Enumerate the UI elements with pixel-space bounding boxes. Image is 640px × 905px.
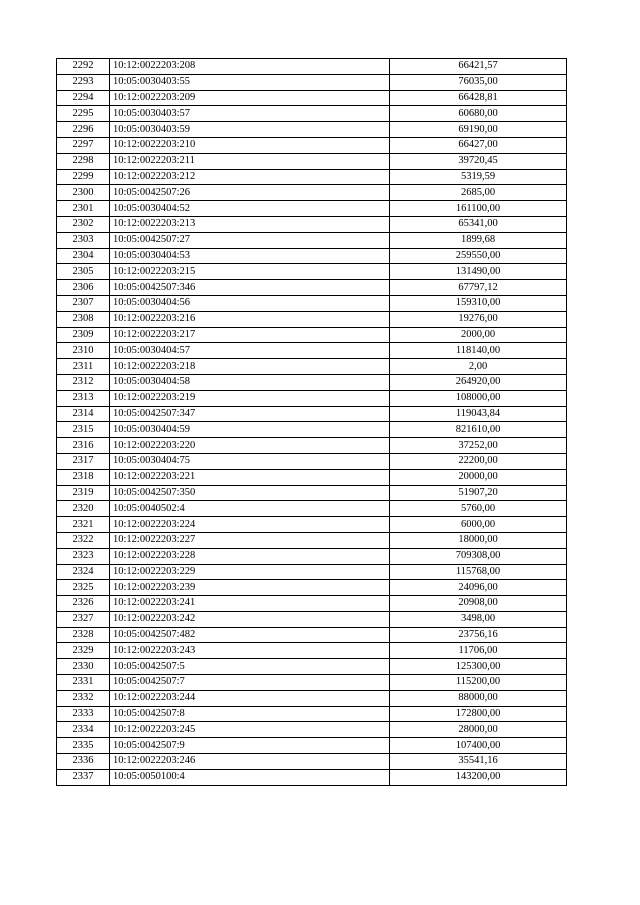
cadastral-number: 10:05:0042507:5	[110, 659, 390, 675]
row-number: 2315	[57, 422, 110, 438]
table-row	[57, 769, 567, 785]
table-row	[57, 280, 567, 296]
table-row	[57, 422, 567, 438]
cadastral-number: 10:12:0022203:229	[110, 564, 390, 580]
table-row	[57, 406, 567, 422]
row-number: 2305	[57, 264, 110, 280]
amount-value: 19276,00	[390, 311, 567, 327]
table-row	[57, 643, 567, 659]
amount-value: 22200,00	[390, 453, 567, 469]
row-number: 2329	[57, 643, 110, 659]
amount-value: 69190,00	[390, 122, 567, 138]
row-number: 2326	[57, 596, 110, 612]
table-row	[57, 722, 567, 738]
amount-value: 66421,57	[390, 59, 567, 75]
row-number: 2324	[57, 564, 110, 580]
cadastral-number: 10:05:0042507:7	[110, 675, 390, 691]
table-row	[57, 517, 567, 533]
amount-value: 60680,00	[390, 106, 567, 122]
cadastral-number: 10:12:0022203:228	[110, 548, 390, 564]
row-number: 2320	[57, 501, 110, 517]
amount-value: 115200,00	[390, 675, 567, 691]
table-body	[57, 59, 567, 786]
cadastral-number: 10:12:0022203:212	[110, 169, 390, 185]
table-row	[57, 90, 567, 106]
amount-value: 125300,00	[390, 659, 567, 675]
table-row	[57, 580, 567, 596]
table-row	[57, 675, 567, 691]
table-row	[57, 74, 567, 90]
cadastral-number: 10:12:0022203:216	[110, 311, 390, 327]
table-row	[57, 106, 567, 122]
cadastral-number: 10:05:0042507:9	[110, 738, 390, 754]
row-number: 2301	[57, 201, 110, 217]
cadastral-number: 10:05:0042507:27	[110, 232, 390, 248]
table-row	[57, 390, 567, 406]
amount-value: 24096,00	[390, 580, 567, 596]
amount-value: 709308,00	[390, 548, 567, 564]
cadastral-number: 10:05:0050100:4	[110, 769, 390, 785]
row-number: 2300	[57, 185, 110, 201]
cadastral-number: 10:05:0040502:4	[110, 501, 390, 517]
row-number: 2307	[57, 295, 110, 311]
cadastral-number: 10:05:0042507:8	[110, 706, 390, 722]
row-number: 2323	[57, 548, 110, 564]
cadastral-number: 10:05:0030403:55	[110, 74, 390, 90]
cadastral-number: 10:05:0030403:59	[110, 122, 390, 138]
table-row	[57, 201, 567, 217]
table-row	[57, 659, 567, 675]
table-row	[57, 248, 567, 264]
row-number: 2325	[57, 580, 110, 596]
table-row	[57, 232, 567, 248]
table-row	[57, 153, 567, 169]
amount-value: 143200,00	[390, 769, 567, 785]
table-row	[57, 690, 567, 706]
cadastral-number: 10:12:0022203:239	[110, 580, 390, 596]
records-table	[56, 58, 567, 786]
table-row	[57, 564, 567, 580]
table-row	[57, 185, 567, 201]
table-row	[57, 216, 567, 232]
table-row	[57, 438, 567, 454]
table-row	[57, 706, 567, 722]
table-row	[57, 596, 567, 612]
cadastral-number: 10:12:0022203:218	[110, 359, 390, 375]
table-row	[57, 327, 567, 343]
cadastral-number: 10:12:0022203:213	[110, 216, 390, 232]
row-number: 2311	[57, 359, 110, 375]
amount-value: 66427,00	[390, 137, 567, 153]
amount-value: 107400,00	[390, 738, 567, 754]
table-row	[57, 343, 567, 359]
amount-value: 259550,00	[390, 248, 567, 264]
row-number: 2332	[57, 690, 110, 706]
amount-value: 76035,00	[390, 74, 567, 90]
cadastral-number: 10:12:0022203:220	[110, 438, 390, 454]
cadastral-number: 10:05:0030404:57	[110, 343, 390, 359]
row-number: 2331	[57, 675, 110, 691]
table-row	[57, 754, 567, 770]
amount-value: 65341,00	[390, 216, 567, 232]
amount-value: 20908,00	[390, 596, 567, 612]
table-row	[57, 738, 567, 754]
cadastral-number: 10:12:0022203:221	[110, 469, 390, 485]
cadastral-number: 10:12:0022203:244	[110, 690, 390, 706]
amount-value: 161100,00	[390, 201, 567, 217]
cadastral-number: 10:12:0022203:245	[110, 722, 390, 738]
table-row	[57, 359, 567, 375]
row-number: 2334	[57, 722, 110, 738]
cadastral-number: 10:05:0042507:350	[110, 485, 390, 501]
amount-value: 67797,12	[390, 280, 567, 296]
row-number: 2321	[57, 517, 110, 533]
amount-value: 39720,45	[390, 153, 567, 169]
table-row	[57, 611, 567, 627]
cadastral-number: 10:05:0030404:59	[110, 422, 390, 438]
cadastral-number: 10:05:0030403:57	[110, 106, 390, 122]
amount-value: 35541,16	[390, 754, 567, 770]
amount-value: 1899,68	[390, 232, 567, 248]
cadastral-number: 10:12:0022203:242	[110, 611, 390, 627]
amount-value: 20000,00	[390, 469, 567, 485]
row-number: 2319	[57, 485, 110, 501]
amount-value: 5319,59	[390, 169, 567, 185]
cadastral-number: 10:05:0030404:75	[110, 453, 390, 469]
amount-value: 821610,00	[390, 422, 567, 438]
table-row	[57, 264, 567, 280]
row-number: 2335	[57, 738, 110, 754]
amount-value: 66428,81	[390, 90, 567, 106]
row-number: 2304	[57, 248, 110, 264]
cadastral-number: 10:05:0042507:26	[110, 185, 390, 201]
amount-value: 2685,00	[390, 185, 567, 201]
cadastral-number: 10:05:0030404:53	[110, 248, 390, 264]
row-number: 2322	[57, 532, 110, 548]
amount-value: 23756,16	[390, 627, 567, 643]
amount-value: 88000,00	[390, 690, 567, 706]
table-row	[57, 122, 567, 138]
amount-value: 28000,00	[390, 722, 567, 738]
amount-value: 108000,00	[390, 390, 567, 406]
row-number: 2302	[57, 216, 110, 232]
row-number: 2328	[57, 627, 110, 643]
amount-value: 119043,84	[390, 406, 567, 422]
table-row	[57, 59, 567, 75]
row-number: 2312	[57, 374, 110, 390]
amount-value: 37252,00	[390, 438, 567, 454]
amount-value: 18000,00	[390, 532, 567, 548]
row-number: 2337	[57, 769, 110, 785]
table-row	[57, 548, 567, 564]
amount-value: 2,00	[390, 359, 567, 375]
amount-value: 172800,00	[390, 706, 567, 722]
cadastral-number: 10:05:0030404:52	[110, 201, 390, 217]
row-number: 2303	[57, 232, 110, 248]
cadastral-number: 10:12:0022203:210	[110, 137, 390, 153]
row-number: 2299	[57, 169, 110, 185]
cadastral-number: 10:12:0022203:209	[110, 90, 390, 106]
amount-value: 6000,00	[390, 517, 567, 533]
row-number: 2316	[57, 438, 110, 454]
row-number: 2333	[57, 706, 110, 722]
row-number: 2298	[57, 153, 110, 169]
row-number: 2310	[57, 343, 110, 359]
amount-value: 5760,00	[390, 501, 567, 517]
table-row	[57, 469, 567, 485]
table-row	[57, 453, 567, 469]
cadastral-number: 10:05:0042507:482	[110, 627, 390, 643]
cadastral-number: 10:12:0022203:217	[110, 327, 390, 343]
amount-value: 264920,00	[390, 374, 567, 390]
cadastral-number: 10:12:0022203:241	[110, 596, 390, 612]
table-row	[57, 501, 567, 517]
cadastral-number: 10:12:0022203:219	[110, 390, 390, 406]
cadastral-number: 10:05:0030404:58	[110, 374, 390, 390]
row-number: 2296	[57, 122, 110, 138]
table-row	[57, 532, 567, 548]
row-number: 2327	[57, 611, 110, 627]
row-number: 2292	[57, 59, 110, 75]
row-number: 2293	[57, 74, 110, 90]
cadastral-number: 10:05:0030404:56	[110, 295, 390, 311]
cadastral-number: 10:12:0022203:246	[110, 754, 390, 770]
row-number: 2318	[57, 469, 110, 485]
table-row	[57, 374, 567, 390]
row-number: 2330	[57, 659, 110, 675]
cadastral-number: 10:12:0022203:243	[110, 643, 390, 659]
row-number: 2313	[57, 390, 110, 406]
row-number: 2317	[57, 453, 110, 469]
cadastral-number: 10:12:0022203:215	[110, 264, 390, 280]
amount-value: 115768,00	[390, 564, 567, 580]
row-number: 2308	[57, 311, 110, 327]
cadastral-number: 10:12:0022203:211	[110, 153, 390, 169]
amount-value: 2000,00	[390, 327, 567, 343]
row-number: 2295	[57, 106, 110, 122]
cadastral-number: 10:12:0022203:208	[110, 59, 390, 75]
cadastral-number: 10:12:0022203:227	[110, 532, 390, 548]
row-number: 2306	[57, 280, 110, 296]
row-number: 2297	[57, 137, 110, 153]
amount-value: 11706,00	[390, 643, 567, 659]
cadastral-number: 10:12:0022203:224	[110, 517, 390, 533]
amount-value: 118140,00	[390, 343, 567, 359]
table-row	[57, 311, 567, 327]
table-row	[57, 627, 567, 643]
row-number: 2336	[57, 754, 110, 770]
amount-value: 3498,00	[390, 611, 567, 627]
amount-value: 159310,00	[390, 295, 567, 311]
table-row	[57, 295, 567, 311]
amount-value: 131490,00	[390, 264, 567, 280]
cadastral-number: 10:05:0042507:346	[110, 280, 390, 296]
table-row	[57, 485, 567, 501]
table-row	[57, 169, 567, 185]
row-number: 2314	[57, 406, 110, 422]
amount-value: 51907,20	[390, 485, 567, 501]
row-number: 2294	[57, 90, 110, 106]
cadastral-number: 10:05:0042507:347	[110, 406, 390, 422]
row-number: 2309	[57, 327, 110, 343]
table-row	[57, 137, 567, 153]
